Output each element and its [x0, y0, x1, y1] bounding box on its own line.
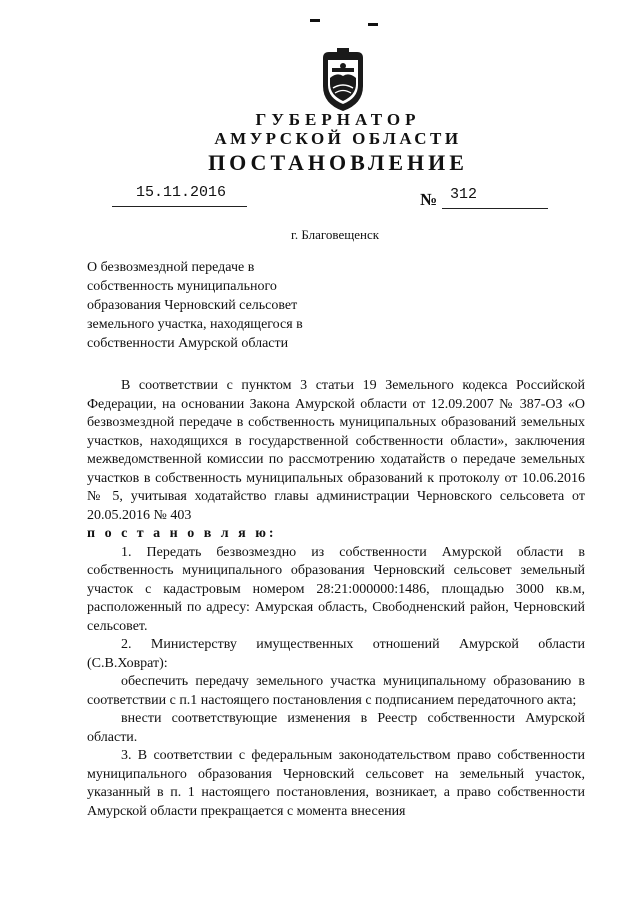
- item-1-paragraph: 1. Передать безвозмездно из собственности Амурской области в собственность муниципального образования Черновский сельсовет земельный участок с кадастровым номером 28:21:000000:1486, площадью 3000 кв.м, расположенный по адресу: Амурская область, Свободненский район, Черновский сельсовет.: [87, 544, 585, 634]
- item-2b-paragraph: внести соответствующие изменения в Реестр собственности Амурской области.: [87, 711, 585, 745]
- document-body: [87, 377, 585, 821]
- region-title: АМУРСКОЙ ОБЛАСТИ: [214, 129, 462, 148]
- subject-line: О безвозмездной передаче в: [87, 260, 255, 275]
- item-3-paragraph: 3. В соответствии с федеральным законодательством право собственности муниципального образования Черновский сельсовет на земельный участок, указанный в п. 1 настоящего постановления, возникает, а право собственности Амурской области прекращается с момента внесения: [87, 748, 585, 819]
- date-underline: [112, 206, 247, 207]
- scan-mark: ▬: [368, 18, 378, 29]
- number-sign: №: [420, 190, 438, 209]
- subject-line: земельного участка, находящегося в: [87, 317, 303, 332]
- item-2-paragraph: 2. Министерству имущественных отношений Амурской области (С.В.Ховрат):: [87, 637, 585, 671]
- scan-mark: ▬: [310, 14, 320, 25]
- preamble-paragraph: В соответствии с пунктом 3 статьи 19 Земельного кодекса Российской Федерации, на основании Закона Амурской области от 12.09.2007 № 387-ОЗ «О безвозмездной передаче в собственность муниципальных образований земельных участков, находящихся в государственной собственности области», заключения межведомственной комиссии по рассмотрению ходатайств о передаче земельных участков в собственность муниципальных образований к протоколу от 10.06.2016 № 5, учитывая ходатайство главы администрации Черновского сельсовета от 20.05.2016 № 403: [87, 378, 585, 523]
- item-2a-paragraph: обеспечить передачу земельного участка муниципальному образованию в соответствии с п.1 настоящего постановления с подписанием передаточного акта;: [87, 674, 585, 708]
- governor-title: ГУБЕРНАТОР: [255, 110, 421, 129]
- city-label: г. Благовещенск: [290, 227, 380, 242]
- subject-line: собственность муниципального: [87, 279, 277, 294]
- number-underline: [442, 208, 548, 209]
- document-number: 312: [450, 186, 478, 203]
- coat-of-arms-emblem: [315, 48, 371, 114]
- document-subject: [87, 258, 347, 353]
- resolve-word: п о с т а н о в л я ю:: [87, 526, 277, 541]
- document-type-title: ПОСТАНОВЛЕНИЕ: [208, 150, 468, 175]
- document-date: 15.11.2016: [136, 184, 227, 201]
- subject-line: образования Черновский сельсовет: [87, 298, 298, 313]
- subject-line: собственности Амурской области: [87, 336, 289, 351]
